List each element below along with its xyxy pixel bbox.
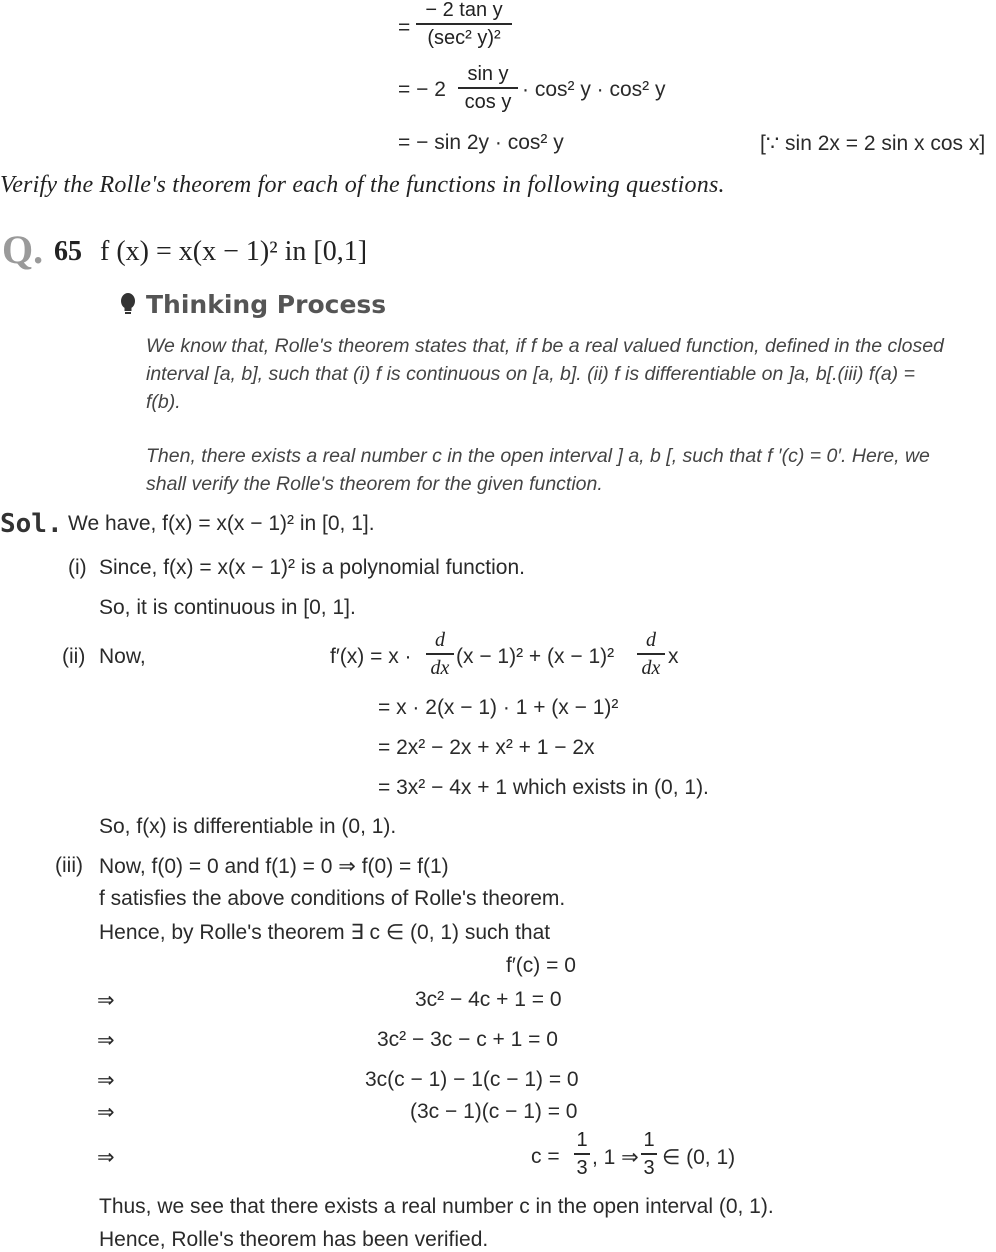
question-number: 65: [54, 236, 82, 267]
equation-5-middle: , 1 ⇒: [592, 1146, 639, 1169]
question-mark: Q.: [2, 227, 44, 272]
top-eq2-denominator: cos y: [464, 90, 512, 113]
top-eq1-numerator: − 2 tan y: [425, 0, 503, 21]
part-iii-line1: Now, f(0) = 0 and f(1) = 0 ⇒ f(0) = f(1): [99, 855, 449, 878]
top-eq1-fraction: [416, 0, 512, 50]
top-eq2-prefix: = − 2: [398, 78, 446, 101]
equation-1: 3c² − 4c + 1 = 0: [415, 988, 562, 1011]
equation-5-prefix: c =: [531, 1145, 560, 1168]
final-line-1: Thus, we see that there exists a real number c in the open interval (0, 1).: [99, 1195, 774, 1218]
dx-denominator: dx: [641, 656, 661, 679]
dx-denominator: dx: [430, 656, 450, 679]
d-numerator: d: [646, 629, 656, 651]
part-i-line2: So, it is continuous in [0, 1].: [99, 596, 356, 619]
derivative-middle: (x − 1)² + (x − 1)²: [456, 645, 615, 668]
equation-0: f′(c) = 0: [506, 954, 576, 977]
fraction-bar: [426, 653, 454, 655]
fraction-numerator: 1: [576, 1129, 588, 1151]
thinking-process-title: Thinking Process: [146, 290, 387, 319]
equation-5-fraction-2: [641, 1128, 657, 1180]
derivative-end: x: [668, 645, 679, 668]
top-eq3-note: [∵ sin 2x = 2 sin x cos x]: [760, 132, 986, 155]
equation-5-suffix: ∈ (0, 1): [662, 1146, 736, 1169]
fraction-bar: [416, 23, 512, 25]
derivative-operator-1: [426, 628, 454, 680]
part-i-line1: Since, f(x) = x(x − 1)² is a polynomial function.: [99, 556, 525, 579]
final-line-2: Hence, Rolle's theorem has been verified.: [99, 1228, 489, 1251]
part-iii-line2: f satisfies the above conditions of Rolle's theorem.: [99, 887, 566, 910]
question-function: f (x) = x(x − 1)² in [0,1]: [100, 236, 368, 267]
implies-4: ⇒: [97, 1101, 115, 1124]
top-eq2-fraction: [458, 62, 518, 114]
top-eq2-suffix: · cos² y · cos² y: [522, 78, 666, 101]
implies-2: ⇒: [97, 1029, 115, 1052]
fraction-bar: [458, 87, 518, 89]
implies-3: ⇒: [97, 1069, 115, 1092]
lightbulb-icon: [120, 292, 136, 318]
solution-label: Sol.: [0, 509, 63, 539]
thinking-process-para1: We know that, Rolle's theorem states that, if f be a real valued function, defined in the closed interval [a, b], such that (i) f is continuous on [a, b]. (ii) f is differentiable on ]a, b[.(iii) f(a) = f(b).: [146, 335, 944, 413]
derivative-lhs: f′(x) = x ·: [330, 645, 412, 668]
derivative-step2: = x · 2(x − 1) · 1 + (x − 1)²: [378, 696, 619, 719]
equation-3: 3c(c − 1) − 1(c − 1) = 0: [365, 1068, 579, 1091]
thinking-process-para2: Then, there exists a real number c in the open interval ] a, b [, such that f ′(c) = 0′. Here, we shall verify the Rolle's theorem for the given function.: [146, 445, 930, 495]
part-ii-conclusion: So, f(x) is differentiable in (0, 1).: [99, 815, 397, 838]
fraction-bar: [641, 1153, 657, 1155]
fraction-bar: [637, 653, 665, 655]
fraction-denominator: 3: [576, 1156, 588, 1179]
equation-5-fraction-1: [574, 1128, 590, 1180]
top-eq2-numerator: sin y: [467, 63, 509, 85]
top-eq1-denominator: (sec² y)²: [427, 26, 501, 49]
solution-intro: We have, f(x) = x(x − 1)² in [0, 1].: [68, 512, 375, 535]
part-i-label: (i): [68, 556, 87, 579]
derivative-step4: = 3x² − 4x + 1 which exists in (0, 1).: [378, 776, 709, 799]
fraction-numerator: 1: [643, 1129, 655, 1151]
equation-4: (3c − 1)(c − 1) = 0: [410, 1100, 578, 1123]
instruction-heading: Verify the Rolle's theorem for each of the functions in following questions.: [0, 172, 725, 198]
part-ii-label: (ii): [62, 645, 86, 668]
implies-1: ⇒: [97, 989, 115, 1012]
fraction-denominator: 3: [643, 1156, 655, 1179]
derivative-step3: = 2x² − 2x + x² + 1 − 2x: [378, 736, 595, 759]
part-iii-line3: Hence, by Rolle's theorem ∃ c ∈ (0, 1) such that: [99, 921, 551, 944]
top-eq3: = − sin 2y · cos² y: [398, 131, 564, 154]
fraction-bar: [574, 1153, 590, 1155]
part-ii-now: Now,: [99, 645, 146, 668]
equation-2: 3c² − 3c − c + 1 = 0: [377, 1028, 558, 1051]
derivative-operator-2: [637, 628, 665, 680]
d-numerator: d: [435, 629, 445, 651]
implies-5: ⇒: [97, 1146, 115, 1169]
top-eq1-sign: =: [398, 16, 411, 39]
part-iii-label: (iii): [55, 854, 83, 877]
